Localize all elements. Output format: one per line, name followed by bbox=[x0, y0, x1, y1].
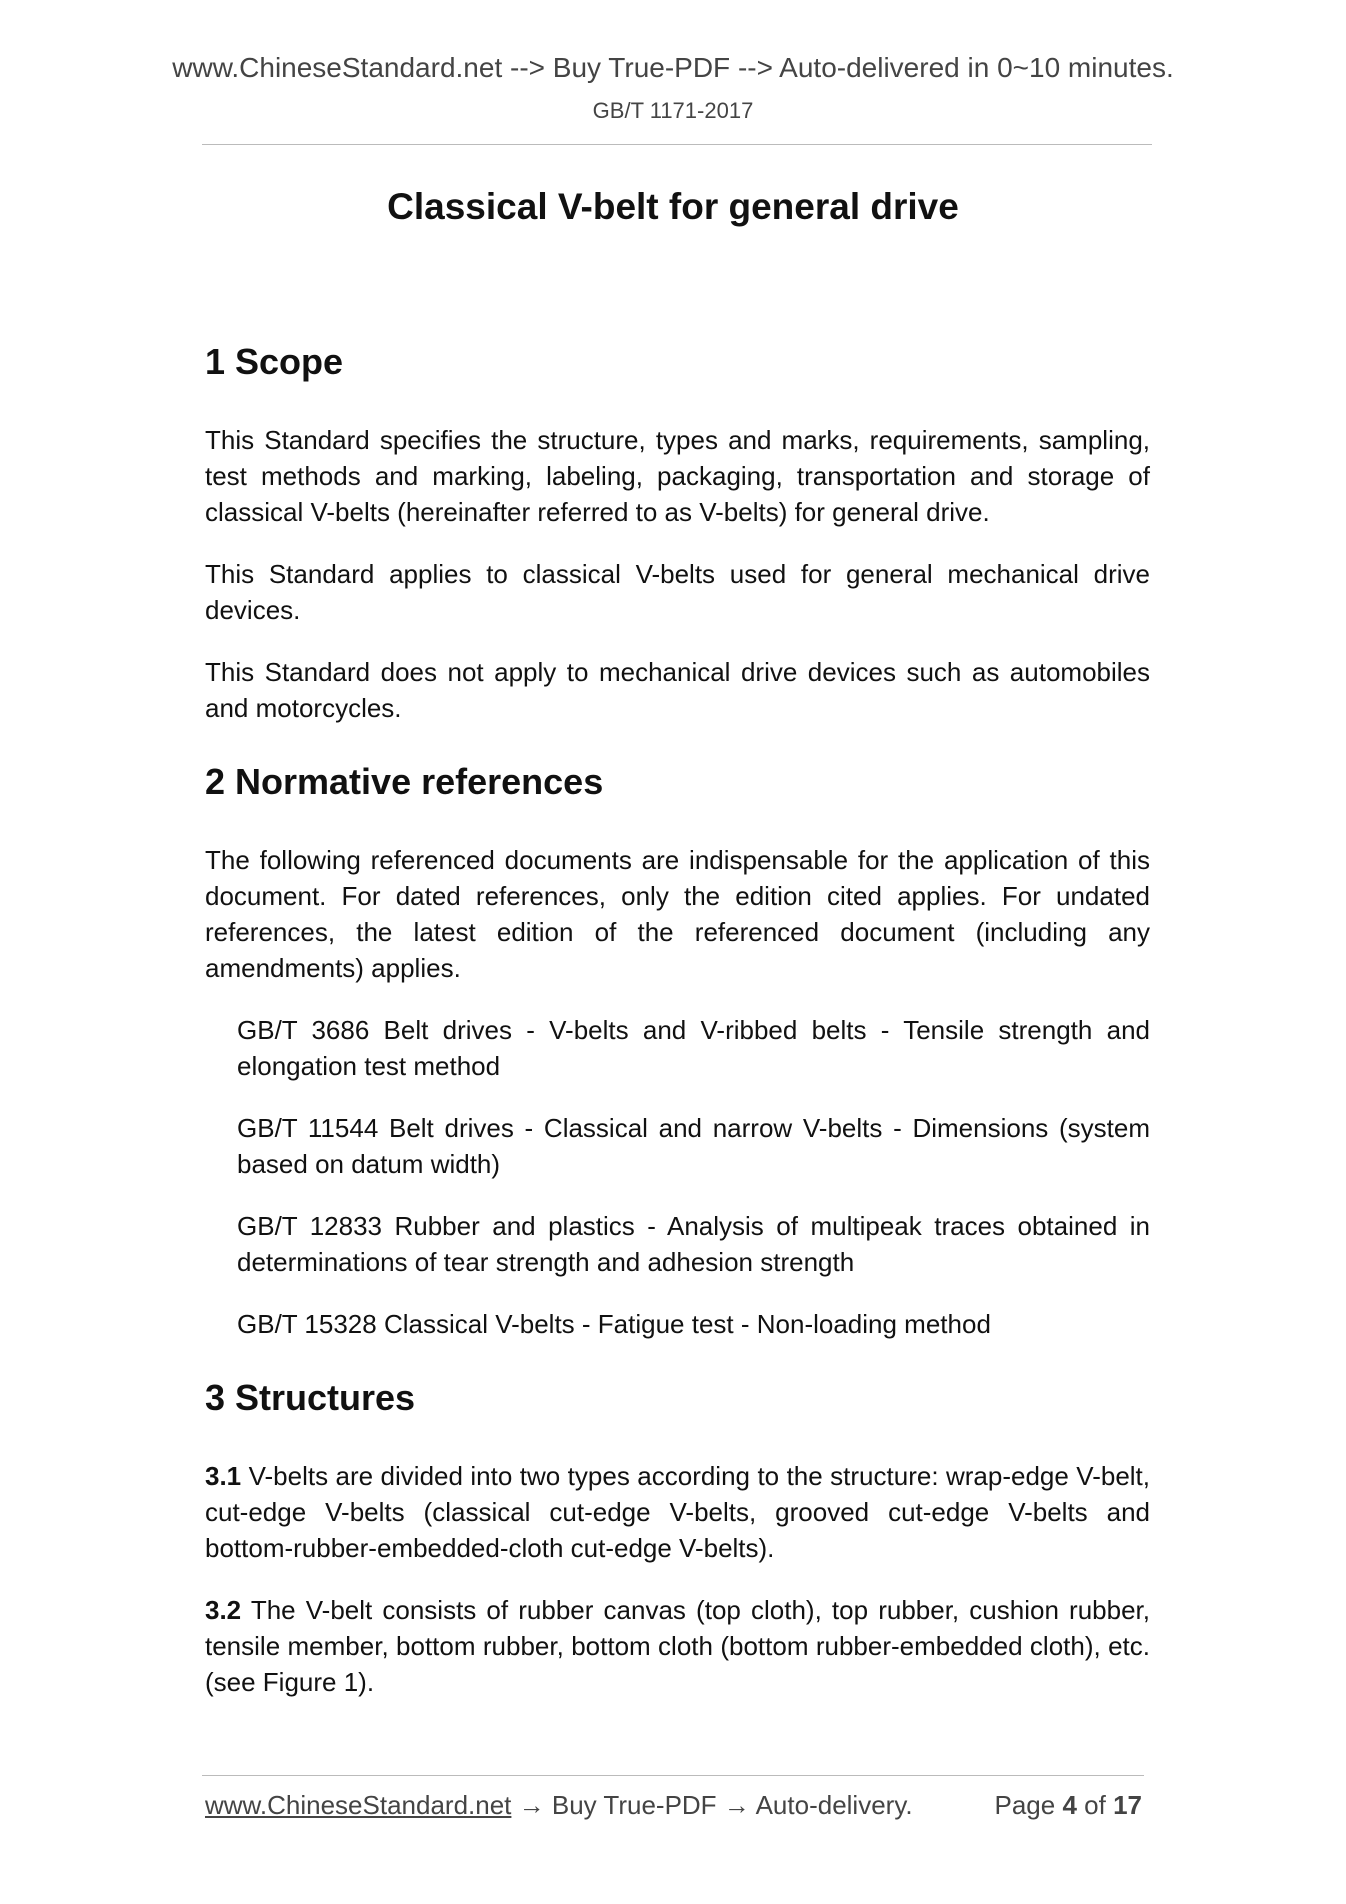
document-title: Classical V-belt for general drive bbox=[387, 186, 959, 227]
reference-item: GB/T 11544 Belt drives - Classical and narrow V-belts - Dimensions (system based on datum width) bbox=[237, 1113, 1150, 1179]
footer-buy-text: Buy True-PDF bbox=[551, 1790, 717, 1820]
section-scope-heading: 1 Scope bbox=[205, 341, 344, 382]
arrow-right-icon: → bbox=[716, 1790, 756, 1820]
clause-text: The V-belt consists of rubber canvas (top cloth), top rubber, cushion rubber, tensile member, bottom rubber, bottom cloth (bottom rubber-embedded cloth), etc. (see Figure 1). bbox=[205, 1595, 1150, 1697]
clause-text: V-belts are divided into two types according to the structure: wrap-edge V-belt, cut-edge V-belts (classical cut-edge V-belts, grooved cut-edge V-belts and bottom-rubber-embedded-cloth cut-edge V-belts). bbox=[205, 1461, 1150, 1563]
reference-item: GB/T 12833 Rubber and plastics - Analysis of multipeak traces obtained in determinations of tear strength and adhesion strength bbox=[237, 1211, 1150, 1277]
reference-item: GB/T 3686 Belt drives - V-belts and V-ribbed belts - Tensile strength and elongation test method bbox=[237, 1015, 1150, 1081]
footer-site-link[interactable]: www.ChineseStandard.net bbox=[205, 1790, 512, 1820]
scope-paragraph-1: This Standard specifies the structure, types and marks, requirements, sampling, test methods and marking, labeling, packaging, transportation and storage of classical V-belts (hereinafter referred to as V-belts) for general drive. bbox=[205, 425, 1150, 527]
page-indicator bbox=[994, 1790, 1142, 1821]
section-structures-heading: 3 Structures bbox=[205, 1377, 416, 1418]
document-body bbox=[205, 340, 1150, 1700]
footer-divider bbox=[202, 1775, 1144, 1776]
normative-intro: The following referenced documents are indispensable for the application of this document. For dated references, only the edition cited applies. For undated references, the latest edition of the referenced document (including any amendments) applies. bbox=[205, 845, 1150, 983]
header-standard-code: GB/T 1171-2017 bbox=[592, 98, 754, 123]
page-label: Page bbox=[994, 1790, 1056, 1820]
header-banner: www.ChineseStandard.net --> Buy True-PDF --> Auto-delivered in 0~10 minutes. bbox=[172, 52, 1174, 83]
footer-delivery-text: Auto-delivery. bbox=[755, 1790, 913, 1820]
clause-number: 3.1 bbox=[205, 1461, 242, 1491]
structures-clause-3-2 bbox=[205, 1592, 1150, 1700]
reference-item: GB/T 15328 Classical V-belts - Fatigue test - Non-loading method bbox=[237, 1309, 991, 1339]
arrow-right-icon: → bbox=[511, 1790, 552, 1820]
scope-paragraph-2: This Standard applies to classical V-belts used for general mechanical drive devices. bbox=[205, 559, 1150, 625]
header-divider bbox=[202, 144, 1152, 145]
section-normative-heading: 2 Normative references bbox=[205, 761, 604, 802]
page-current: 4 bbox=[1062, 1790, 1077, 1820]
page-total: 17 bbox=[1113, 1790, 1142, 1820]
structures-clause-3-1 bbox=[205, 1458, 1150, 1566]
page-of-label: of bbox=[1084, 1790, 1106, 1820]
scope-paragraph-3: This Standard does not apply to mechanical drive devices such as automobiles and motorcycles. bbox=[205, 657, 1150, 723]
clause-number: 3.2 bbox=[205, 1595, 242, 1625]
footer-left bbox=[205, 1790, 913, 1821]
